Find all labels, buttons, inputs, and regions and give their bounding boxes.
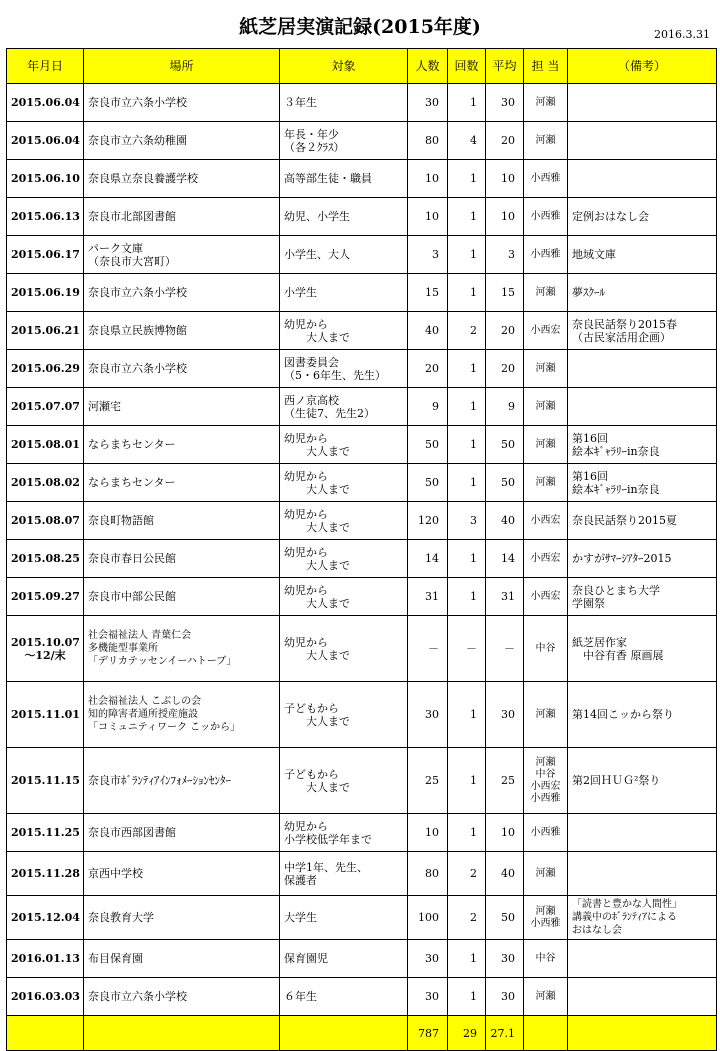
cell-average: 20	[486, 350, 524, 388]
cell-target: 大学生	[280, 896, 408, 940]
cell-note: 第16回 絵本ｷﾞｬﾗﾘｰin奈良	[568, 464, 717, 502]
cell-count: 1	[448, 814, 486, 852]
cell-people: 50	[408, 464, 448, 502]
cell-place: ならまちセンター	[84, 464, 280, 502]
header-staff: 担 当	[524, 49, 568, 84]
cell-average: 15	[486, 274, 524, 312]
cell-count: 2	[448, 896, 486, 940]
total-people: 787	[408, 1016, 448, 1051]
cell-count: 1	[448, 940, 486, 978]
cell-date: 2015.06.10	[7, 160, 84, 198]
header-note: （備考）	[568, 49, 717, 84]
cell-place: 奈良市春日公民館	[84, 540, 280, 578]
table-row	[7, 426, 717, 464]
cell-place: 奈良市立六条小学校	[84, 350, 280, 388]
cell-place: 京西中学校	[84, 852, 280, 896]
cell-date: 2015.10.07 ～12/末	[7, 616, 84, 682]
cell-count: 1	[448, 464, 486, 502]
cell-place: 奈良市北部図書館	[84, 198, 280, 236]
cell-place: 奈良市立六条幼稚園	[84, 122, 280, 160]
cell-count: 1	[448, 748, 486, 814]
cell-target: 高等部生徒・職員	[280, 160, 408, 198]
cell-target: 子どもから 大人まで	[280, 682, 408, 748]
cell-date: 2015.06.19	[7, 274, 84, 312]
cell-people: 9	[408, 388, 448, 426]
cell-average: 14	[486, 540, 524, 578]
cell-staff: 小西雅	[524, 198, 568, 236]
cell-staff: 河瀬	[524, 426, 568, 464]
table-row	[7, 84, 717, 122]
cell-target: 幼児から 大人まで	[280, 464, 408, 502]
cell-date: 2016.03.03	[7, 978, 84, 1016]
cell-date: 2015.12.04	[7, 896, 84, 940]
cell-people: 100	[408, 896, 448, 940]
cell-date: 2015.06.04	[7, 84, 84, 122]
cell-note	[568, 852, 717, 896]
cell-target: 幼児から 大人まで	[280, 502, 408, 540]
cell-count: 1	[448, 274, 486, 312]
cell-target: 幼児から 大人まで	[280, 426, 408, 464]
cell-average: 20	[486, 122, 524, 160]
cell-note	[568, 350, 717, 388]
cell-target: 図書委員会 （5・6年生、先生）	[280, 350, 408, 388]
cell-people: 50	[408, 426, 448, 464]
cell-note: 夢ｽｸｰﾙ	[568, 274, 717, 312]
cell-people: 10	[408, 160, 448, 198]
cell-staff: 河瀬	[524, 978, 568, 1016]
cell-note: 奈良ひとまち大学 学園祭	[568, 578, 717, 616]
table-row	[7, 236, 717, 274]
cell-note	[568, 122, 717, 160]
cell-count: 1	[448, 236, 486, 274]
cell-staff: 小西雅	[524, 814, 568, 852]
table-row	[7, 464, 717, 502]
cell-people: 15	[408, 274, 448, 312]
cell-date: 2015.08.02	[7, 464, 84, 502]
totals-blank-place	[84, 1016, 280, 1051]
cell-count: 1	[448, 682, 486, 748]
cell-place: 奈良県立奈良養護学校	[84, 160, 280, 198]
cell-staff: 中谷	[524, 940, 568, 978]
cell-staff: 河瀬	[524, 682, 568, 748]
cell-people: 30	[408, 84, 448, 122]
cell-target: 年長・年少 （各２ｸﾗｽ）	[280, 122, 408, 160]
cell-place: 奈良市立六条小学校	[84, 84, 280, 122]
table-row	[7, 540, 717, 578]
cell-date: 2015.08.01	[7, 426, 84, 464]
cell-date: 2015.11.15	[7, 748, 84, 814]
cell-count: 2	[448, 852, 486, 896]
cell-count: －	[448, 616, 486, 682]
cell-note	[568, 84, 717, 122]
cell-average: 3	[486, 236, 524, 274]
cell-count: 1	[448, 84, 486, 122]
cell-note: 地域文庫	[568, 236, 717, 274]
cell-place: 社会福祉法人 青葉仁会 多機能型事業所 「デリカテッセンイーハトーブ」	[84, 616, 280, 682]
cell-note	[568, 388, 717, 426]
cell-staff: 河瀬 中谷 小西宏 小西雅	[524, 748, 568, 814]
cell-target: 幼児から 大人まで	[280, 616, 408, 682]
cell-note: 定例おはなし会	[568, 198, 717, 236]
cell-average: 30	[486, 940, 524, 978]
cell-average: 30	[486, 682, 524, 748]
cell-count: 1	[448, 160, 486, 198]
cell-staff: 小西宏	[524, 540, 568, 578]
cell-target: 小学生	[280, 274, 408, 312]
cell-staff: 河瀬	[524, 274, 568, 312]
table-row	[7, 502, 717, 540]
cell-note: 紙芝居作家 中谷有香 原画展	[568, 616, 717, 682]
totals-blank-target	[280, 1016, 408, 1051]
cell-staff: 河瀬	[524, 852, 568, 896]
header-target: 対象	[280, 49, 408, 84]
cell-average: 10	[486, 160, 524, 198]
cell-people: 80	[408, 122, 448, 160]
cell-people: 10	[408, 814, 448, 852]
cell-average: 40	[486, 502, 524, 540]
table-row	[7, 578, 717, 616]
page-title: 紙芝居実演記録(2015年度)	[239, 16, 481, 38]
cell-count: 3	[448, 502, 486, 540]
cell-people: 31	[408, 578, 448, 616]
header-date: 年月日	[7, 49, 84, 84]
cell-average: 50	[486, 426, 524, 464]
totals-blank-note	[568, 1016, 717, 1051]
table-row	[7, 852, 717, 896]
totals-row	[7, 1016, 717, 1051]
cell-people: 80	[408, 852, 448, 896]
cell-note: 第16回 絵本ｷﾞｬﾗﾘｰin奈良	[568, 426, 717, 464]
cell-staff: 河瀬 小西雅	[524, 896, 568, 940]
table-row	[7, 748, 717, 814]
cell-average: 50	[486, 464, 524, 502]
cell-count: 4	[448, 122, 486, 160]
cell-people: 3	[408, 236, 448, 274]
cell-date: 2015.07.07	[7, 388, 84, 426]
cell-place: 河瀬宅	[84, 388, 280, 426]
cell-note: かすがｻﾏｰｼｱﾀｰ2015	[568, 540, 717, 578]
cell-date: 2015.06.13	[7, 198, 84, 236]
cell-staff: 河瀬	[524, 84, 568, 122]
cell-date: 2015.11.28	[7, 852, 84, 896]
cell-target: 小学生、大人	[280, 236, 408, 274]
record-table	[6, 48, 717, 1051]
table-row	[7, 274, 717, 312]
cell-count: 1	[448, 198, 486, 236]
cell-people: 20	[408, 350, 448, 388]
cell-date: 2015.09.27	[7, 578, 84, 616]
cell-people: 30	[408, 978, 448, 1016]
cell-target: 幼児、小学生	[280, 198, 408, 236]
cell-staff: 小西宏	[524, 578, 568, 616]
cell-count: 1	[448, 350, 486, 388]
cell-target: ３年生	[280, 84, 408, 122]
cell-count: 1	[448, 540, 486, 578]
cell-people: －	[408, 616, 448, 682]
cell-staff: 小西雅	[524, 236, 568, 274]
cell-staff: 河瀬	[524, 464, 568, 502]
cell-average: 10	[486, 198, 524, 236]
cell-date: 2015.11.25	[7, 814, 84, 852]
cell-average: 20	[486, 312, 524, 350]
table-row	[7, 388, 717, 426]
cell-date: 2015.06.21	[7, 312, 84, 350]
header-count: 回数	[448, 49, 486, 84]
cell-people: 10	[408, 198, 448, 236]
report-date: 2016.3.31	[654, 28, 710, 41]
cell-place: 奈良市ﾎﾞﾗﾝﾃｨｱｲﾝﾌｫﾒｰｼｮﾝｾﾝﾀｰ	[84, 748, 280, 814]
cell-place: 奈良市西部図書館	[84, 814, 280, 852]
cell-average: 30	[486, 84, 524, 122]
cell-place: 奈良県立民族博物館	[84, 312, 280, 350]
cell-place: ならまちセンター	[84, 426, 280, 464]
cell-place: 布目保育園	[84, 940, 280, 978]
table-row	[7, 160, 717, 198]
totals-blank-date	[7, 1016, 84, 1051]
cell-date: 2015.08.25	[7, 540, 84, 578]
cell-people: 25	[408, 748, 448, 814]
cell-average: 10	[486, 814, 524, 852]
header-people: 人数	[408, 49, 448, 84]
table-row	[7, 350, 717, 388]
cell-average: 25	[486, 748, 524, 814]
cell-staff: 中谷	[524, 616, 568, 682]
cell-note: 奈良民話祭り2015夏	[568, 502, 717, 540]
cell-place: 奈良市立六条小学校	[84, 978, 280, 1016]
cell-target: 幼児から 大人まで	[280, 312, 408, 350]
cell-staff: 小西宏	[524, 312, 568, 350]
cell-target: 幼児から 小学校低学年まで	[280, 814, 408, 852]
cell-date: 2015.06.17	[7, 236, 84, 274]
cell-people: 120	[408, 502, 448, 540]
cell-people: 40	[408, 312, 448, 350]
header-row	[7, 49, 717, 84]
cell-average: 9	[486, 388, 524, 426]
cell-target: ６年生	[280, 978, 408, 1016]
cell-date: 2015.06.29	[7, 350, 84, 388]
cell-note	[568, 978, 717, 1016]
cell-average: 31	[486, 578, 524, 616]
cell-people: 30	[408, 682, 448, 748]
cell-count: 1	[448, 578, 486, 616]
cell-date: 2015.06.04	[7, 122, 84, 160]
cell-staff: 河瀬	[524, 388, 568, 426]
table-row	[7, 682, 717, 748]
table-row	[7, 122, 717, 160]
cell-count: 1	[448, 426, 486, 464]
cell-place: 奈良町物語館	[84, 502, 280, 540]
cell-target: 保育園児	[280, 940, 408, 978]
cell-target: 子どもから 大人まで	[280, 748, 408, 814]
total-count: 29	[448, 1016, 486, 1051]
cell-average: 50	[486, 896, 524, 940]
cell-target: 中学1年、先生、 保護者	[280, 852, 408, 896]
cell-place: パーク文庫 （奈良市大宮町）	[84, 236, 280, 274]
cell-note	[568, 814, 717, 852]
cell-count: 1	[448, 978, 486, 1016]
cell-note	[568, 160, 717, 198]
total-average: 27.1	[486, 1016, 524, 1051]
cell-average: 40	[486, 852, 524, 896]
totals-blank-staff	[524, 1016, 568, 1051]
table-row	[7, 978, 717, 1016]
cell-date: 2016.01.13	[7, 940, 84, 978]
cell-place: 社会福祉法人 こぶしの会 知的障害者通所授産施設 「コミュニティワーク こッから」	[84, 682, 280, 748]
cell-target: 西ノ京高校 （生徒7、先生2）	[280, 388, 408, 426]
cell-staff: 河瀬	[524, 350, 568, 388]
cell-target: 幼児から 大人まで	[280, 540, 408, 578]
cell-note: 「読書と豊かな人間性」 講義中のﾎﾞﾗﾝﾃｨｱによる おはなし会	[568, 896, 717, 940]
header-average: 平均	[486, 49, 524, 84]
cell-people: 14	[408, 540, 448, 578]
cell-average: －	[486, 616, 524, 682]
header-place: 場所	[84, 49, 280, 84]
cell-staff: 河瀬	[524, 122, 568, 160]
cell-count: 2	[448, 312, 486, 350]
cell-note	[568, 940, 717, 978]
cell-note: 第14回こッから祭り	[568, 682, 717, 748]
cell-count: 1	[448, 388, 486, 426]
cell-staff: 小西宏	[524, 502, 568, 540]
cell-date: 2015.11.01	[7, 682, 84, 748]
cell-place: 奈良教育大学	[84, 896, 280, 940]
table-row	[7, 312, 717, 350]
cell-average: 30	[486, 978, 524, 1016]
cell-target: 幼児から 大人まで	[280, 578, 408, 616]
table-row	[7, 940, 717, 978]
cell-place: 奈良市立六条小学校	[84, 274, 280, 312]
cell-note: 第2回ＨＵＧ²祭り	[568, 748, 717, 814]
table-row	[7, 198, 717, 236]
cell-staff: 小西雅	[524, 160, 568, 198]
table-row	[7, 814, 717, 852]
table-row	[7, 896, 717, 940]
cell-people: 30	[408, 940, 448, 978]
cell-date: 2015.08.07	[7, 502, 84, 540]
cell-note: 奈良民話祭り2015春 （古民家活用企画）	[568, 312, 717, 350]
table-row	[7, 616, 717, 682]
cell-place: 奈良市中部公民館	[84, 578, 280, 616]
